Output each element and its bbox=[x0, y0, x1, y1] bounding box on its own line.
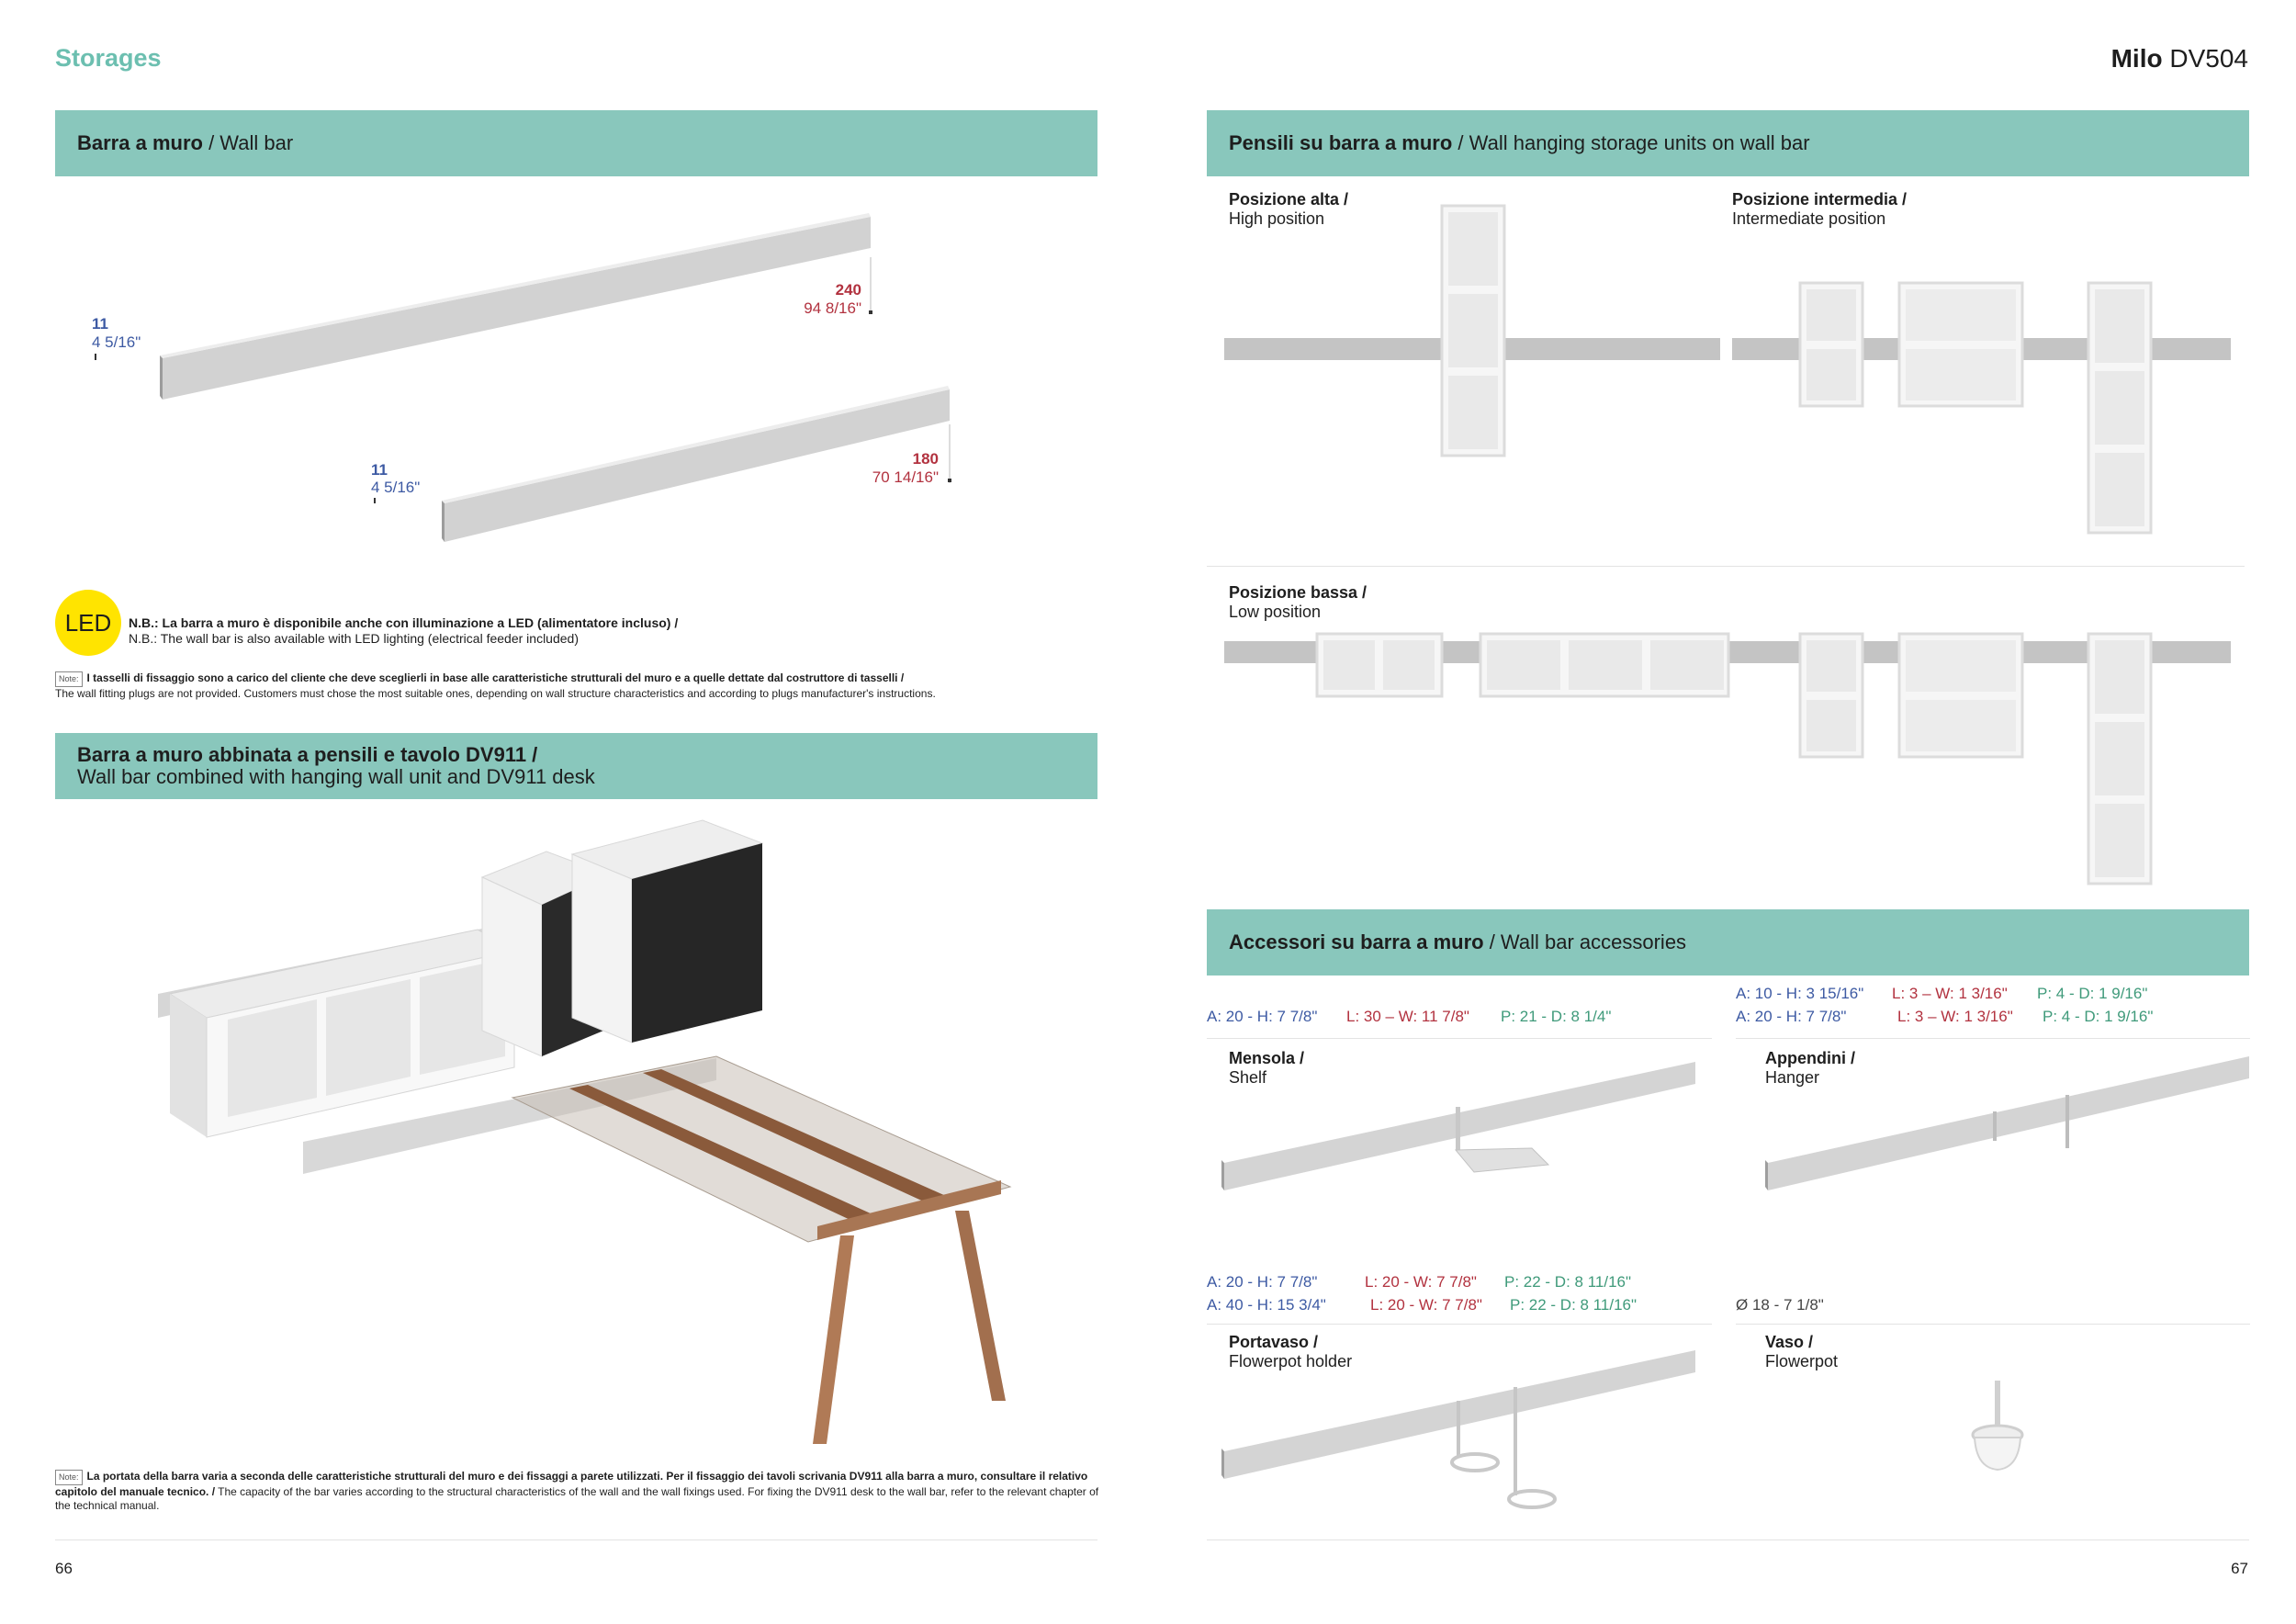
bar180-height-in: 4 5/16" bbox=[371, 479, 421, 496]
low-position-label bbox=[1229, 583, 1367, 622]
low-position-it: Posizione bassa / bbox=[1229, 583, 1367, 602]
footer-rule-left bbox=[55, 1539, 1097, 1540]
high-position-illustration bbox=[1224, 206, 1720, 456]
flowerpot-name-it: Vaso / bbox=[1765, 1333, 1814, 1351]
bar180-height-cm: 11 bbox=[371, 461, 388, 479]
holder-dim-a1: A: 20 - H: 7 7/8" bbox=[1207, 1273, 1318, 1291]
low-position-illustration bbox=[1224, 634, 2231, 884]
combined-title-en: Wall bar combined with hanging wall unit and DV911 desk bbox=[77, 765, 595, 788]
shelf-dim-a: A: 20 - H: 7 7/8" bbox=[1207, 1008, 1318, 1025]
flowerpot-name-en: Flowerpot bbox=[1765, 1352, 1839, 1370]
shelf-name-it: Mensola / bbox=[1229, 1049, 1305, 1067]
divider-hanging bbox=[1207, 566, 2245, 567]
brand-code: DV504 bbox=[2169, 44, 2248, 73]
hanger-dim-l2: L: 3 – W: 1 3/16" bbox=[1897, 1008, 2013, 1025]
led-note-it: N.B.: La barra a muro è disponibile anche con illuminazione a LED (alimentatore incluso) / bbox=[129, 615, 679, 630]
intermediate-position-label bbox=[1732, 190, 1907, 229]
page-number-left: 66 bbox=[55, 1560, 73, 1577]
intermediate-position-en: Intermediate position bbox=[1732, 209, 1886, 228]
accessory-illustrations-2 bbox=[0, 0, 1, 1]
shelf-name-en: Shelf bbox=[1229, 1068, 1267, 1087]
bar240-length-cm: 240 bbox=[835, 281, 861, 299]
high-position-label bbox=[1229, 190, 1348, 229]
note-tag: Note: bbox=[55, 671, 83, 687]
led-badge: LED bbox=[55, 590, 121, 656]
footer-rule-right bbox=[1207, 1539, 2249, 1540]
hanging-title-it: Pensili su barra a muro bbox=[1229, 131, 1453, 154]
bar180-length-cm: 180 bbox=[912, 450, 939, 468]
combined-header bbox=[55, 733, 1097, 799]
hanger-dim-a2: A: 20 - H: 7 7/8" bbox=[1736, 1008, 1847, 1025]
section-title: Storages bbox=[55, 44, 162, 72]
flowerpot-holder-illustration bbox=[1221, 1350, 1695, 1507]
shelf-dim-l: L: 30 – W: 11 7/8" bbox=[1346, 1008, 1469, 1025]
hanger-dim-p2: P: 4 - D: 1 9/16" bbox=[2043, 1008, 2154, 1025]
holder-dim-p1: P: 22 - D: 8 11/16" bbox=[1504, 1273, 1632, 1291]
flowerpot-illustration bbox=[1973, 1381, 2022, 1470]
intermediate-position-illustration bbox=[1732, 283, 2231, 533]
note-tag: Note: bbox=[55, 1470, 83, 1485]
high-position-it: Posizione alta / bbox=[1229, 190, 1349, 209]
flowerpot-dim: Ø 18 - 7 1/8" bbox=[1736, 1296, 1824, 1314]
fitting-note bbox=[55, 671, 1102, 701]
holder-name-it: Portavaso / bbox=[1229, 1333, 1319, 1351]
hanger-dim-l1: L: 3 – W: 1 3/16" bbox=[1892, 985, 2008, 1002]
hanger-name-en: Hanger bbox=[1765, 1068, 1820, 1087]
fitting-note-en: The wall fitting plugs are not provided. Customers must chose the most suitable ones, depending on wall structure characteristics and according to plugs manufacturer's instructions. bbox=[55, 687, 936, 700]
flowerpot-label bbox=[1765, 1333, 1838, 1371]
led-note-en: N.B.: The wall bar is also available with LED lighting (electrical feeder included) bbox=[129, 631, 579, 646]
accessories-title-en: Wall bar accessories bbox=[1500, 930, 1687, 953]
accessories-title-it: Accessori su barra a muro bbox=[1229, 930, 1484, 953]
shelf-label bbox=[1229, 1049, 1304, 1088]
shelf-dim-p: P: 21 - D: 8 1/4" bbox=[1501, 1008, 1612, 1025]
brand-title bbox=[2111, 44, 2248, 73]
wall-bar-header: Barra a muro / Wall bar bbox=[55, 110, 1097, 176]
bar240-height-in: 4 5/16" bbox=[92, 333, 141, 351]
bar180-length-in: 70 14/16" bbox=[872, 468, 939, 486]
led-note bbox=[129, 615, 678, 647]
capacity-note-en: The capacity of the bar varies according to the structural characteristics of the wall and the wall fixings used. For fixing the DV911 desk to the wall bar, refer to the relevant chapter of the technical manual. bbox=[55, 1485, 1099, 1512]
accessories-header: Accessori su barra a muro / Wall bar accessories bbox=[1207, 909, 2249, 976]
divider-shelf bbox=[1207, 1038, 1712, 1039]
capacity-note bbox=[55, 1470, 1102, 1513]
bar240-height-cm: 11 bbox=[92, 315, 108, 333]
intermediate-position-it: Posizione intermedia / bbox=[1732, 190, 1908, 209]
hanger-label bbox=[1765, 1049, 1855, 1088]
wall-bar-240 bbox=[96, 213, 872, 400]
wall-bar-title-it: Barra a muro bbox=[77, 131, 203, 154]
hanger-name-it: Appendini / bbox=[1765, 1049, 1855, 1067]
wall-bar-title-en: Wall bar bbox=[219, 131, 294, 154]
holder-dim-a2: A: 40 - H: 15 3/4" bbox=[1207, 1296, 1326, 1314]
holder-label bbox=[1229, 1333, 1352, 1371]
capacity-note-it: La portata della barra varia a seconda delle caratteristiche strutturali del muro e dei fissaggi a parete utilizzati. Per il fissaggio dei tavoli scrivania DV911 alla barra a muro, consultare il relativo capitolo del manuale tecnico. / bbox=[55, 1470, 1088, 1498]
hanging-title-en: Wall hanging storage units on wall bar bbox=[1469, 131, 1810, 154]
low-position-en: Low position bbox=[1229, 603, 1322, 621]
holder-dim-l1: L: 20 - W: 7 7/8" bbox=[1365, 1273, 1477, 1291]
high-position-en: High position bbox=[1229, 209, 1325, 228]
holder-name-en: Flowerpot holder bbox=[1229, 1352, 1353, 1370]
page-number-right: 67 bbox=[2231, 1560, 2248, 1577]
divider-hanger bbox=[1736, 1038, 2250, 1039]
combined-title-it: Barra a muro abbinata a pensili e tavolo DV911 / bbox=[77, 743, 538, 766]
divider-flowerpot bbox=[1736, 1324, 2250, 1325]
holder-dim-l2: L: 20 - W: 7 7/8" bbox=[1370, 1296, 1482, 1314]
holder-dim-p2: P: 22 - D: 8 11/16" bbox=[1510, 1296, 1638, 1314]
hanger-dim-p1: P: 4 - D: 1 9/16" bbox=[2037, 985, 2148, 1002]
fitting-note-it: I tasselli di fissaggio sono a carico del cliente che deve sceglierli in base alle caratteristiche strutturali del muro e a quelle dettate dal costruttore di tasselli / bbox=[86, 671, 905, 684]
brand-name: Milo bbox=[2110, 44, 2163, 73]
hanger-dim-a1: A: 10 - H: 3 15/16" bbox=[1736, 985, 1864, 1002]
divider-holder bbox=[1207, 1324, 1712, 1325]
hanging-header: Pensili su barra a muro / Wall hanging storage units on wall bar bbox=[1207, 110, 2249, 176]
bar240-length-in: 94 8/16" bbox=[804, 299, 861, 317]
